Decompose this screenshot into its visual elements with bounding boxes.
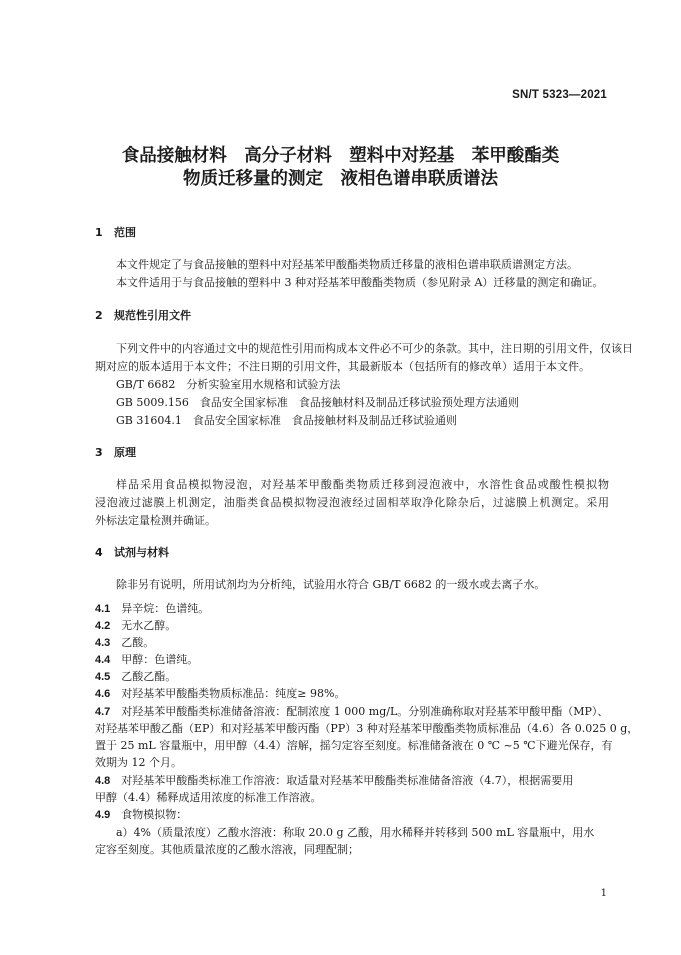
item-text: 对羟基苯甲酸酯类物质标准品：纯度≥ 98%。 [121, 687, 346, 700]
item-number: 4.6 [95, 688, 111, 700]
section-number: 4 [95, 546, 103, 559]
item-number: 4.4 [95, 654, 111, 666]
paragraph-line: 外标法定量检测并确证。 [95, 514, 216, 527]
section-4-heading [95, 544, 169, 560]
reference-item: GB 31604.1 食品安全国家标准 食品接触材料及制品迁移试验通则 [116, 414, 457, 427]
section-3-heading [95, 444, 136, 460]
item-text: 乙酸乙酯。 [121, 670, 177, 683]
list-item [95, 772, 573, 788]
document-title-line-1: 食品接触材料 高分子材料 塑料中对羟基 苯甲酸酯类 [121, 146, 560, 166]
section-title: 试剂与材料 [114, 546, 169, 559]
item-text: 乙酸。 [121, 636, 155, 649]
section-2-heading [95, 307, 191, 323]
reference-item: GB 5009.156 食品安全国家标准 食品接触材料及制品迁移试验预处理方法通则 [116, 396, 519, 409]
paragraph: 本文件规定了与食品接触的塑料中对羟基苯甲酸酯类物质迁移量的液相色谱串联质谱测定方法。 [116, 258, 578, 271]
section-number: 3 [95, 446, 103, 459]
section-number: 1 [95, 226, 103, 239]
item-text: 甲醇：色谱纯。 [121, 653, 199, 666]
list-item [95, 617, 176, 633]
paragraph-line: 样品采用食品模拟物浸泡，对羟基苯甲酸酯类物质迁移到浸泡液中，水溶性食品或酸性模拟物 [116, 478, 609, 491]
paragraph-line: 对羟基苯甲酸乙酯（EP）和对羟基苯甲酸丙酯（PP）3 种对羟基苯甲酸酯类物质标准品（4.6）各 0.025 0 g， [95, 722, 639, 735]
section-1-heading [95, 224, 136, 240]
list-item [95, 668, 176, 684]
list-item [95, 806, 187, 822]
paragraph-line: 期对应的版本适用于本文件；不注日期的引用文件，其最新版本（包括所有的修改单）适用于本文件。 [95, 360, 590, 373]
item-number: 4.2 [95, 620, 111, 632]
list-item [95, 685, 345, 701]
paragraph-line: 置于 25 mL 容量瓶中，用甲醇（4.4）溶解，摇匀定容至刻度。标准储备液在 0 ℃ ~5 ℃下避光保存，有 [95, 739, 613, 752]
item-number: 4.7 [95, 706, 111, 718]
document-title-line-2: 物质迁移量的测定 液相色谱串联质谱法 [183, 169, 498, 189]
item-text: 食物模拟物： [121, 808, 188, 821]
standard-number: SN/T 5323—2021 [512, 89, 607, 101]
paragraph-line: 浸泡液过滤膜上机测定，油脂类食品模拟物浸泡液经过固相萃取净化除杂后，过滤膜上机测定。采用 [95, 496, 609, 509]
list-item [95, 651, 198, 667]
item-number: 4.8 [95, 775, 111, 787]
item-text: 对羟基苯甲酸酯类标准储备溶液：配制浓度 1 000 mg/L。分别准确称取对羟基苯甲酸甲酯（MP）、 [121, 705, 609, 718]
list-item [95, 634, 154, 650]
paragraph-line: 甲醇（4.4）稀释成适用浓度的标准工作溶液。 [95, 791, 322, 804]
section-title: 规范性引用文件 [114, 309, 191, 322]
item-number: 4.5 [95, 671, 111, 683]
section-number: 2 [95, 309, 103, 322]
item-text: 无水乙醇。 [121, 619, 177, 632]
paragraph-line: 定容至刻度。其他质量浓度的乙酸水溶液，同理配制； [95, 843, 359, 856]
item-number: 4.1 [95, 603, 111, 615]
section-title: 原理 [114, 446, 136, 459]
page-number: 1 [600, 888, 607, 899]
reference-item: GB/T 6682 分析实验室用水规格和试验方法 [116, 378, 341, 391]
paragraph-line: 效期为 12 个月。 [95, 756, 182, 769]
item-text: 对羟基苯甲酸酯类标准工作溶液：取适量对羟基苯甲酸酯类标准储备溶液（4.7），根据需要用 [121, 774, 574, 787]
sub-item: a）4%（质量浓度）乙酸水溶液：称取 20.0 g 乙酸，用水稀释并转移到 500 mL 容量瓶中，用水 [116, 826, 595, 839]
item-number: 4.9 [95, 809, 111, 821]
paragraph-line: 下列文件中的内容通过文中的规范性引用而构成本文件必不可少的条款。其中，注日期的引用文件，仅该日 [116, 342, 633, 355]
paragraph: 除非另有说明，所用试剂均为分析纯，试验用水符合 GB/T 6682 的一级水或去离子水。 [116, 578, 546, 591]
paragraph: 本文件适用于与食品接触的塑料中 3 种对羟基苯甲酸酯类物质（参见附录 A）迁移量的测定和确证。 [116, 276, 604, 289]
section-title: 范围 [114, 226, 136, 239]
list-item [95, 703, 608, 719]
item-number: 4.3 [95, 637, 111, 649]
item-text: 异辛烷：色谱纯。 [121, 602, 210, 615]
list-item [95, 600, 209, 616]
